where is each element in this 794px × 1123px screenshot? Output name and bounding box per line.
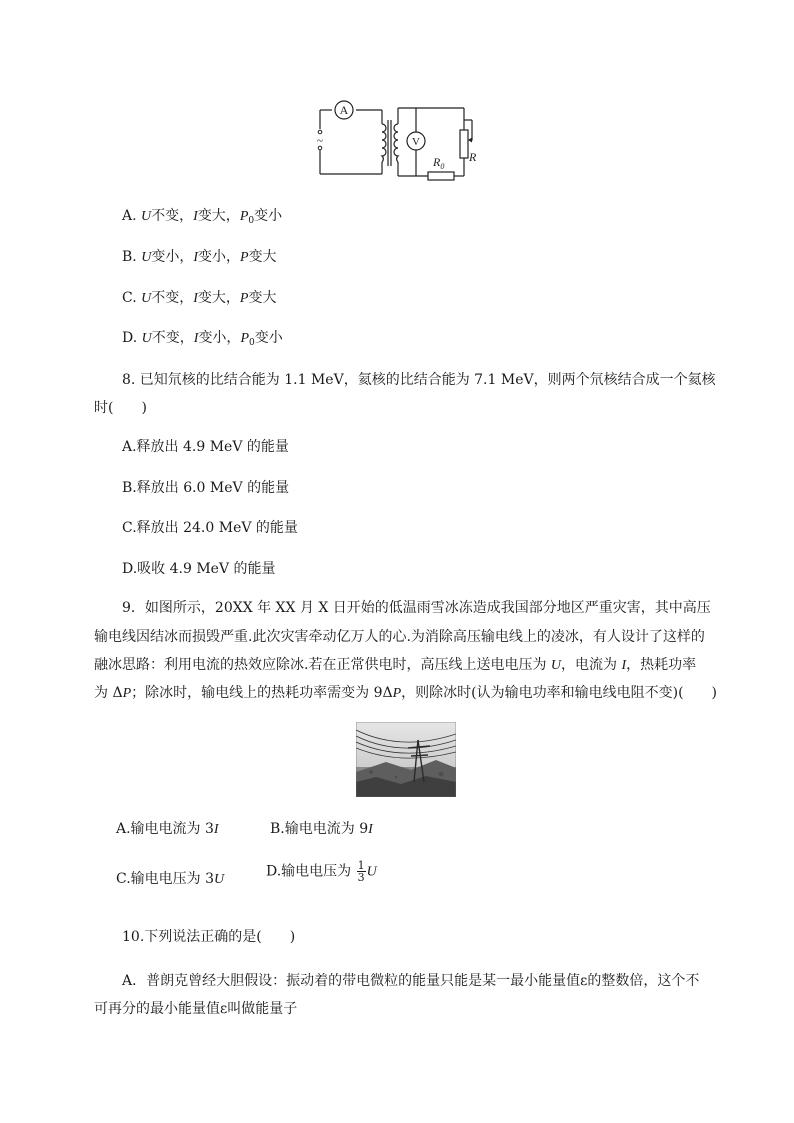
q7-option-c: C. U不变，I变大，P变大: [122, 290, 277, 306]
q7-option-d: D. U不变，I变小，$P_0$变小: [122, 330, 283, 348]
q10-option-a-line1: A．普朗克曾经大胆假设：振动着的带电微粒的能量只能是某一最小能量值ε的整数倍，这个不: [122, 973, 700, 989]
fraction-one-third: $\frac{1}{3}$: [357, 859, 365, 884]
q7-option-a: A. U不变，I变大，$P_0$变小: [122, 208, 283, 226]
r0-label: $R_0$: [433, 155, 445, 171]
transformer-circuit-figure: [312, 96, 494, 188]
ac-source-symbol: ~: [317, 135, 323, 147]
svg-text:A: A: [339, 103, 349, 117]
q8-option-d: D.吸收 4.9 MeV 的能量: [122, 561, 276, 577]
q8-option-a: A.释放出 4.9 MeV 的能量: [122, 439, 289, 455]
q9-stem-line3: 融冰思路：利用电流的热效应除冰.若在正常供电时，高压线上送电电压为 U，电流为 I，热耗功率: [94, 657, 697, 673]
q9-option-d: D.输电电压为 $\frac{1}{3}$ U: [266, 859, 377, 884]
q9-option-a: A.输电电流为 3I: [116, 821, 219, 837]
q9-stem-line1: 9．如图所示，20XX 年 XX 月 X 日开始的低温雨雪冰冻造成我国部分地区严重灾害，其中高压: [122, 600, 711, 616]
q9-option-b: B.输电电流为 9I: [270, 821, 373, 837]
q10-option-a-line2: 可再分的最小能量值ε叫做能量子: [94, 1001, 298, 1017]
svg-text:V: V: [412, 136, 420, 148]
q8-stem-line2: 时( ): [94, 400, 147, 416]
r-label: R: [469, 150, 477, 164]
q9-stem-line4: 为 ΔP；除冰时，输电线上的热耗功率需变为 9ΔP，则除冰时(认为输电功率和输电线电阻不变)( ): [94, 685, 718, 701]
voltmeter-icon: [407, 132, 425, 150]
q8-stem-line1: 8. 已知氘核的比结合能为 1.1 MeV，氦核的比结合能为 7.1 MeV，则两个氘核结合成一个氦核: [122, 372, 716, 388]
q8-option-c: C.释放出 24.0 MeV 的能量: [122, 520, 298, 536]
icy-power-line-photo: [356, 722, 456, 797]
q9-option-c: C.输电电压为 3U: [116, 871, 225, 887]
ammeter-icon: [335, 101, 353, 119]
q9-stem-line2: 输电线因结冰而损毁严重.此次灾害牵动亿万人的心.为消除高压输电线上的凌冰，有人设计了这样的: [94, 629, 705, 645]
q7-option-b: B. U变小，I变小，P变大: [122, 249, 277, 265]
q8-option-b: B.释放出 6.0 MeV 的能量: [122, 480, 290, 496]
q10-stem: 10.下列说法正确的是( ): [122, 929, 296, 945]
